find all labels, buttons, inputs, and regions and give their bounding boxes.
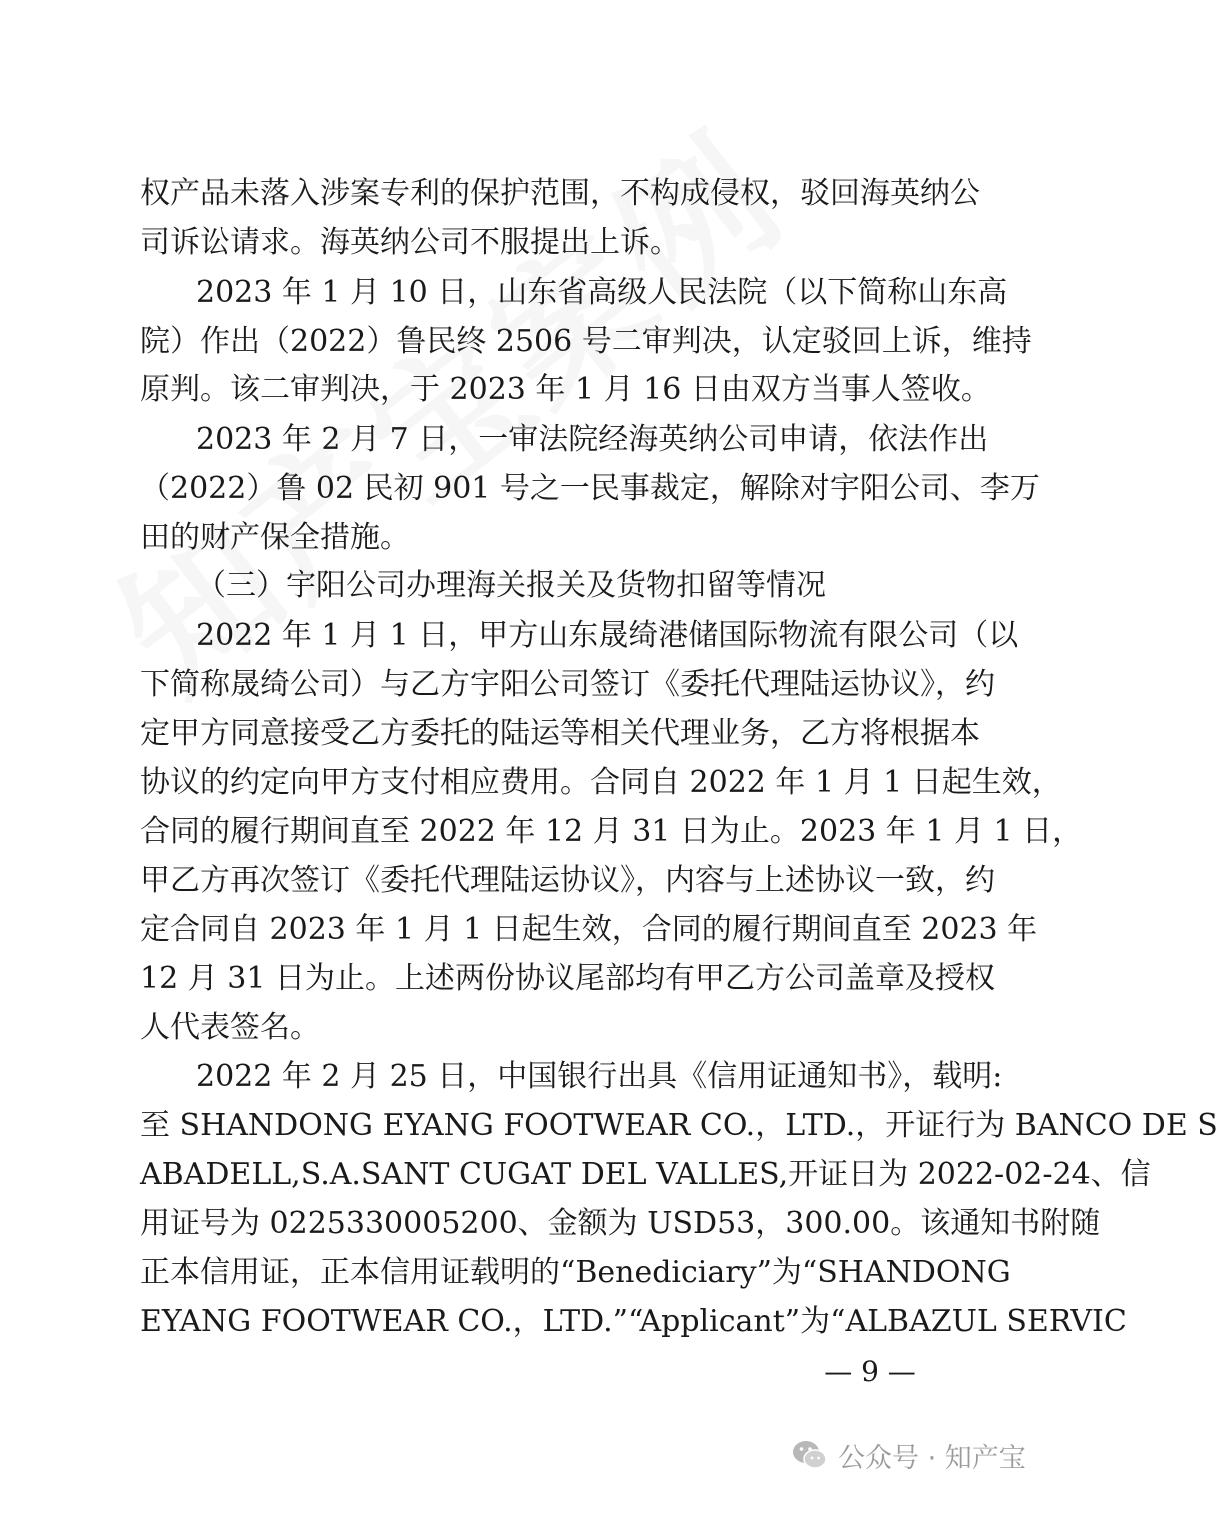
page-number: — 9 — <box>824 1355 916 1388</box>
section-heading: （三）宇阳公司办理海关报关及货物扣留等情况 <box>196 568 826 603</box>
text-line: ABADELL,S.A.SANT CUGAT DEL VALLES,开证日为 2022-02-24、信 <box>140 1157 1151 1192</box>
text-line: 12 月 31 日为止。上述两份协议尾部均有甲乙方公司盖章及授权 <box>140 961 995 996</box>
text-line: 定甲方同意接受乙方委托的陆运等相关代理业务，乙方将根据本 <box>140 716 980 751</box>
wechat-account-text: 公众号 · 知产宝 <box>838 1442 1026 1474</box>
text-line: 2023 年 1 月 10 日，山东省高级人民法院（以下简称山东高 <box>196 275 1008 310</box>
text-line: 2022 年 1 月 1 日，甲方山东晟绮港储国际物流有限公司（以 <box>196 618 1019 653</box>
text-line: 2022 年 2 月 25 日，中国银行出具《信用证通知书》，载明: <box>196 1059 1003 1094</box>
text-line: 合同的履行期间直至 2022 年 12 月 31 日为止。2023 年 1 月 1 日， <box>140 814 1083 849</box>
text-line: 下简称晟绮公司）与乙方宇阳公司签订《委托代理陆运协议》，约 <box>140 667 995 702</box>
text-line: 田的财产保全措施。 <box>140 520 410 555</box>
wechat-account-label <box>790 1430 1026 1480</box>
text-line: 甲乙方再次签订《委托代理陆运协议》，内容与上述协议一致，约 <box>140 863 995 898</box>
text-line: 原判。该二审判决，于 2023 年 1 月 16 日由双方当事人签收。 <box>140 372 991 407</box>
text-line: 定合同自 2023 年 1 月 1 日起生效，合同的履行期间直至 2023 年 <box>140 912 1038 947</box>
text-line: 权产品未落入涉案专利的保护范围，不构成侵权，驳回海英纳公 <box>140 176 980 211</box>
text-line: 院）作出（2022）鲁民终 2506 号二审判决，认定驳回上诉，维持 <box>140 324 1032 359</box>
text-line: 2023 年 2 月 7 日，一审法院经海英纳公司申请，依法作出 <box>196 422 989 457</box>
text-line: EYANG FOOTWEAR CO.，LTD.”“Applicant”为“ALBAZUL SERVIC <box>140 1304 1127 1339</box>
text-line: 人代表签名。 <box>140 1010 320 1045</box>
text-line: 用证号为 0225330005200、金额为 USD53，300.00。该通知书附随 <box>140 1206 1101 1241</box>
text-line: 至 SHANDONG EYANG FOOTWEAR CO.，LTD.，开证行为 BANCO DE S <box>140 1108 1218 1143</box>
text-line: （2022）鲁 02 民初 901 号之一民事裁定，解除对宇阳公司、李万 <box>140 471 1040 506</box>
text-line: 正本信用证，正本信用证载明的“Benediciary”为“SHANDONG <box>140 1255 1011 1290</box>
text-line: 司诉讼请求。海英纳公司不服提出上诉。 <box>140 225 680 260</box>
wechat-icon <box>790 1435 830 1475</box>
text-line: 协议的约定向甲方支付相应费用。合同自 2022 年 1 月 1 日起生效， <box>140 765 1062 800</box>
